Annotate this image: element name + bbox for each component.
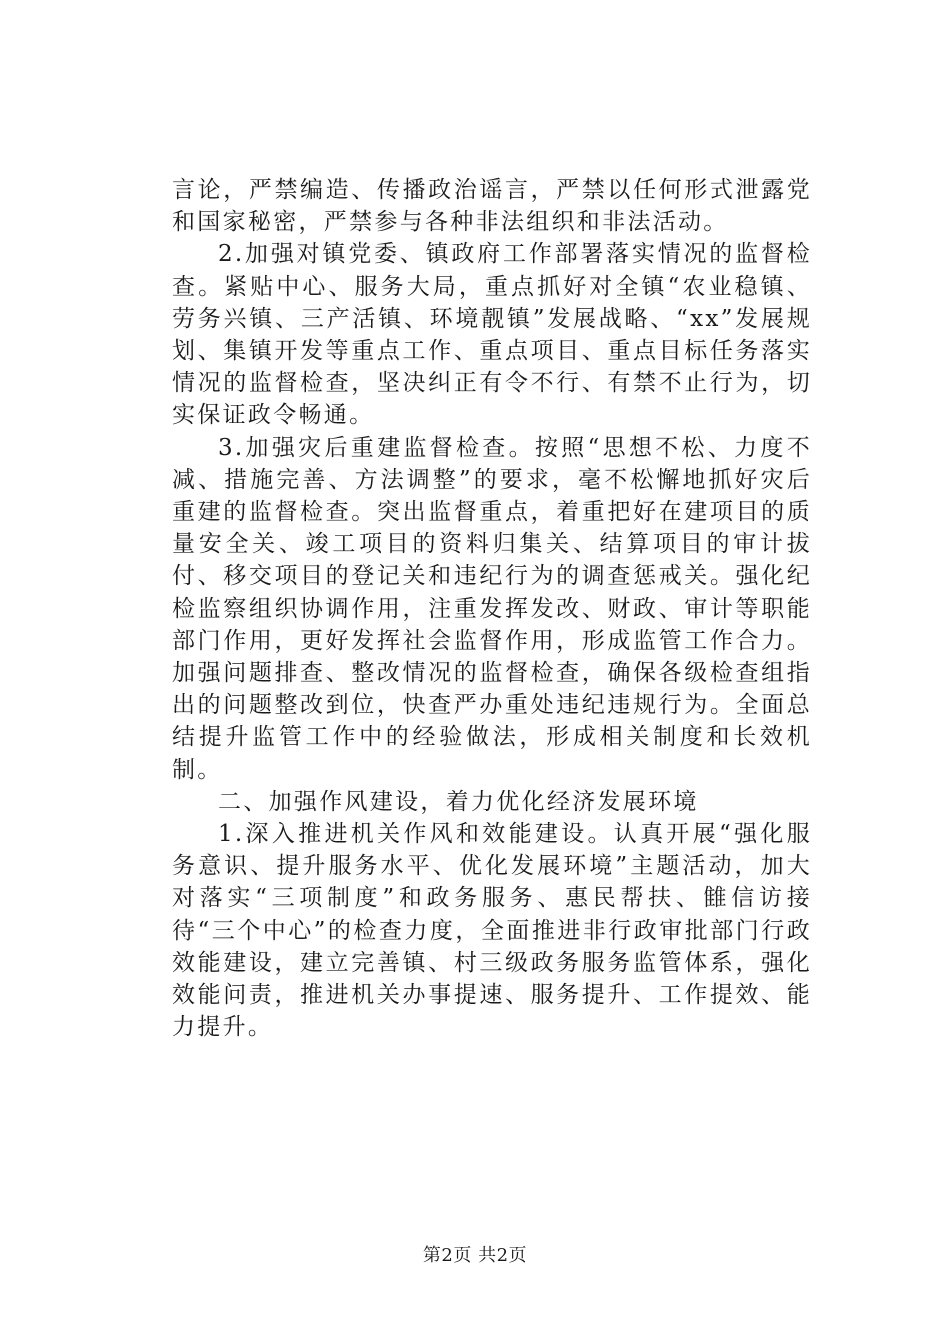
paragraph-item-3: 3.加强灾后重建监督检查。按照“思想不松、力度不减、措施完善、方法调整”的要求，毫不松懈地抓好灾后重建的监督检查。突出监督重点，着重把好在建项目的质量安全关、竣工项目的资料归集关、结算项目的审计拔付、移交项目的登记关和违纪行为的调查惩戒关。强化纪检监察组织协调作用，注重发挥发改、财政、审计等职能部门作用，更好发挥社会监督作用，形成监管工作合力。加强问题排查、整改情况的监督检查，确保各级检查组指出的问题整改到位，快查严办重处违纪违规行为。全面总结提升监管工作中的经验做法，形成相关制度和长效机制。 bbox=[172, 434, 812, 783]
paragraph-continuation: 言论，严禁编造、传播政治谣言，严禁以任何形式泄露党和国家秘密，严禁参与各种非法组织和非法活动。 bbox=[172, 177, 812, 236]
document-body bbox=[172, 174, 812, 1043]
page-number-footer: 第2页 共2页 bbox=[422, 1245, 528, 1266]
paragraph-section-2-item-1: 1.深入推进机关作风和效能建设。认真开展“强化服务意识、提升服务水平、优化发展环境”主题活动，加大对落实“三项制度”和政务服务、惠民帮扶、雔信访接待“三个中心”的检查力度，全面推进非行政审批部门行政效能建设，建立完善镇、村三级政务服务监管体系，强化效能问责，推进机关办事提速、服务提升、工作提效、能力提升。 bbox=[172, 821, 812, 1041]
paragraph-item-2: 2.加强对镇党委、镇政府工作部署落实情况的监督检查。紧贴中心、服务大局，重点抓好对全镇“农业稳镇、劳务兴镇、三产活镇、环境靓镇”发展战略、“xx”发展规划、集镇开发等重点工作、重点项目、重点目标任务落实情况的监督检查，坚决纠正有令不行、有禁不止行为，切实保证政令畅通。 bbox=[172, 241, 812, 429]
section-heading-2: 二、加强作风建设，着力优化经济发展环境 bbox=[218, 788, 699, 815]
